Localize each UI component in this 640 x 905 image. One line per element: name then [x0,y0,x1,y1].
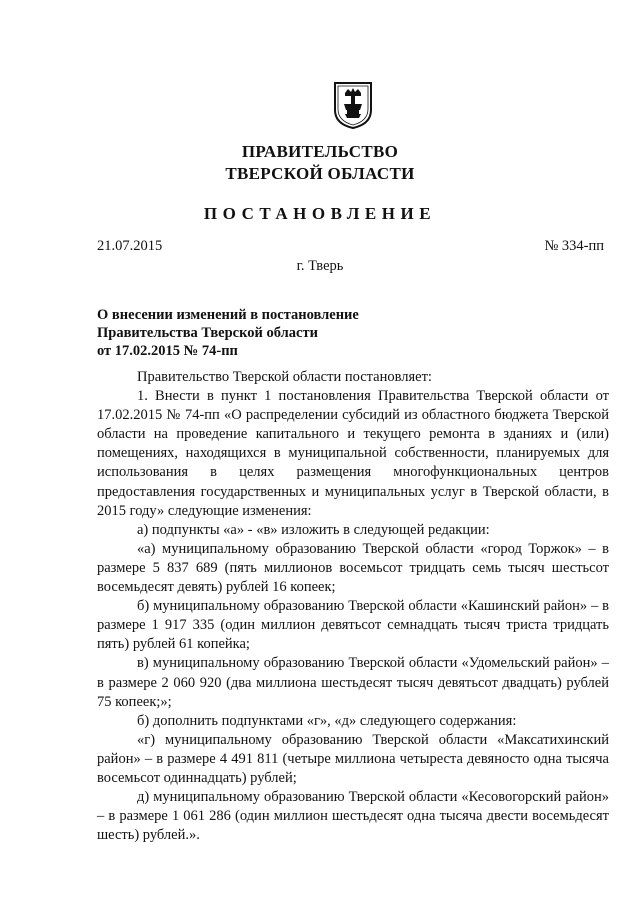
body-paragraph-kesova-gora: д) муниципальному образованию Тверской области «Кесовогорский район» – в размере 1 061 286 (один миллион шестьдесят одна тысяча двести восемьдесят шесть) рублей.». [97,789,609,844]
body-paragraph-subitem-b: б) дополнить подпунктами «г», «д» следующего содержания: [137,712,517,729]
subject-line-2: Правительства Тверской области [97,325,318,341]
body-paragraph-preamble: Правительство Тверской области постановляет: [137,369,432,385]
government-title-line-2: ТВЕРСКОЙ ОБЛАСТИ [225,164,415,183]
subject-line-3: от 17.02.2015 № 74-пп [97,343,238,359]
document-type-heading: ПОСТАНОВЛЕНИЕ [203,204,437,223]
document-date: 21.07.2015 [97,238,163,254]
body-paragraph-item-1: 1. Внести в пункт 1 постановления Правительства Тверской области от 17.02.2015 № 74-пп «О распределении субсидий из областного бюджета Тверской области на проведение капитального и текущего ремонта в зданиях и (или) помещениях, находящихся в муниципальной собственности, планируемых для использования в целях размещения многофункциональных центров предоставления государственных и муниципальных услуг в Тверской области, в 2015 году» следующие изменения: [97,388,609,519]
document-subject [97,306,457,360]
document-body [97,368,609,845]
body-paragraph-maksatikha: «г) муниципальному образованию Тверской области «Максатихинский район» – в размере 4 491 811 (четыре миллиона четыреста девяносто одна тысяча восемьсот одиннадцать) рублей; [97,731,609,786]
government-title-line-1: ПРАВИТЕЛЬСТВО [241,142,399,161]
subject-line-1: О внесении изменений в постановление [97,307,359,323]
document-city: г. Тверь [296,258,344,274]
body-paragraph-udomlya: в) муниципальному образованию Тверской области «Удомельский район» – в размере 2 060 920 (два миллиона шестьдесят тысяч девятьсот двадцать) рублей 75 копеек;»; [97,655,609,710]
document-number: № 334-пп [544,238,604,254]
body-paragraph-torzhok: «а) муниципальному образованию Тверской области «город Торжок» – в размере 5 837 689 (пять миллионов восемьсот тридцать семь тысяч шестьсот восемьдесят девять) рублей 16 копеек; [97,540,609,596]
body-paragraph-kashin: б) муниципальному образованию Тверской области «Кашинский район» – в размере 1 917 335 (один миллион девятьсот семнадцать тысяч триста тридцать пять) рублей 61 копейка; [97,598,609,653]
coat-of-arms-icon [332,80,374,130]
body-paragraph-subitem-a: а) подпункты «а» - «в» изложить в следующей редакции: [137,521,490,538]
